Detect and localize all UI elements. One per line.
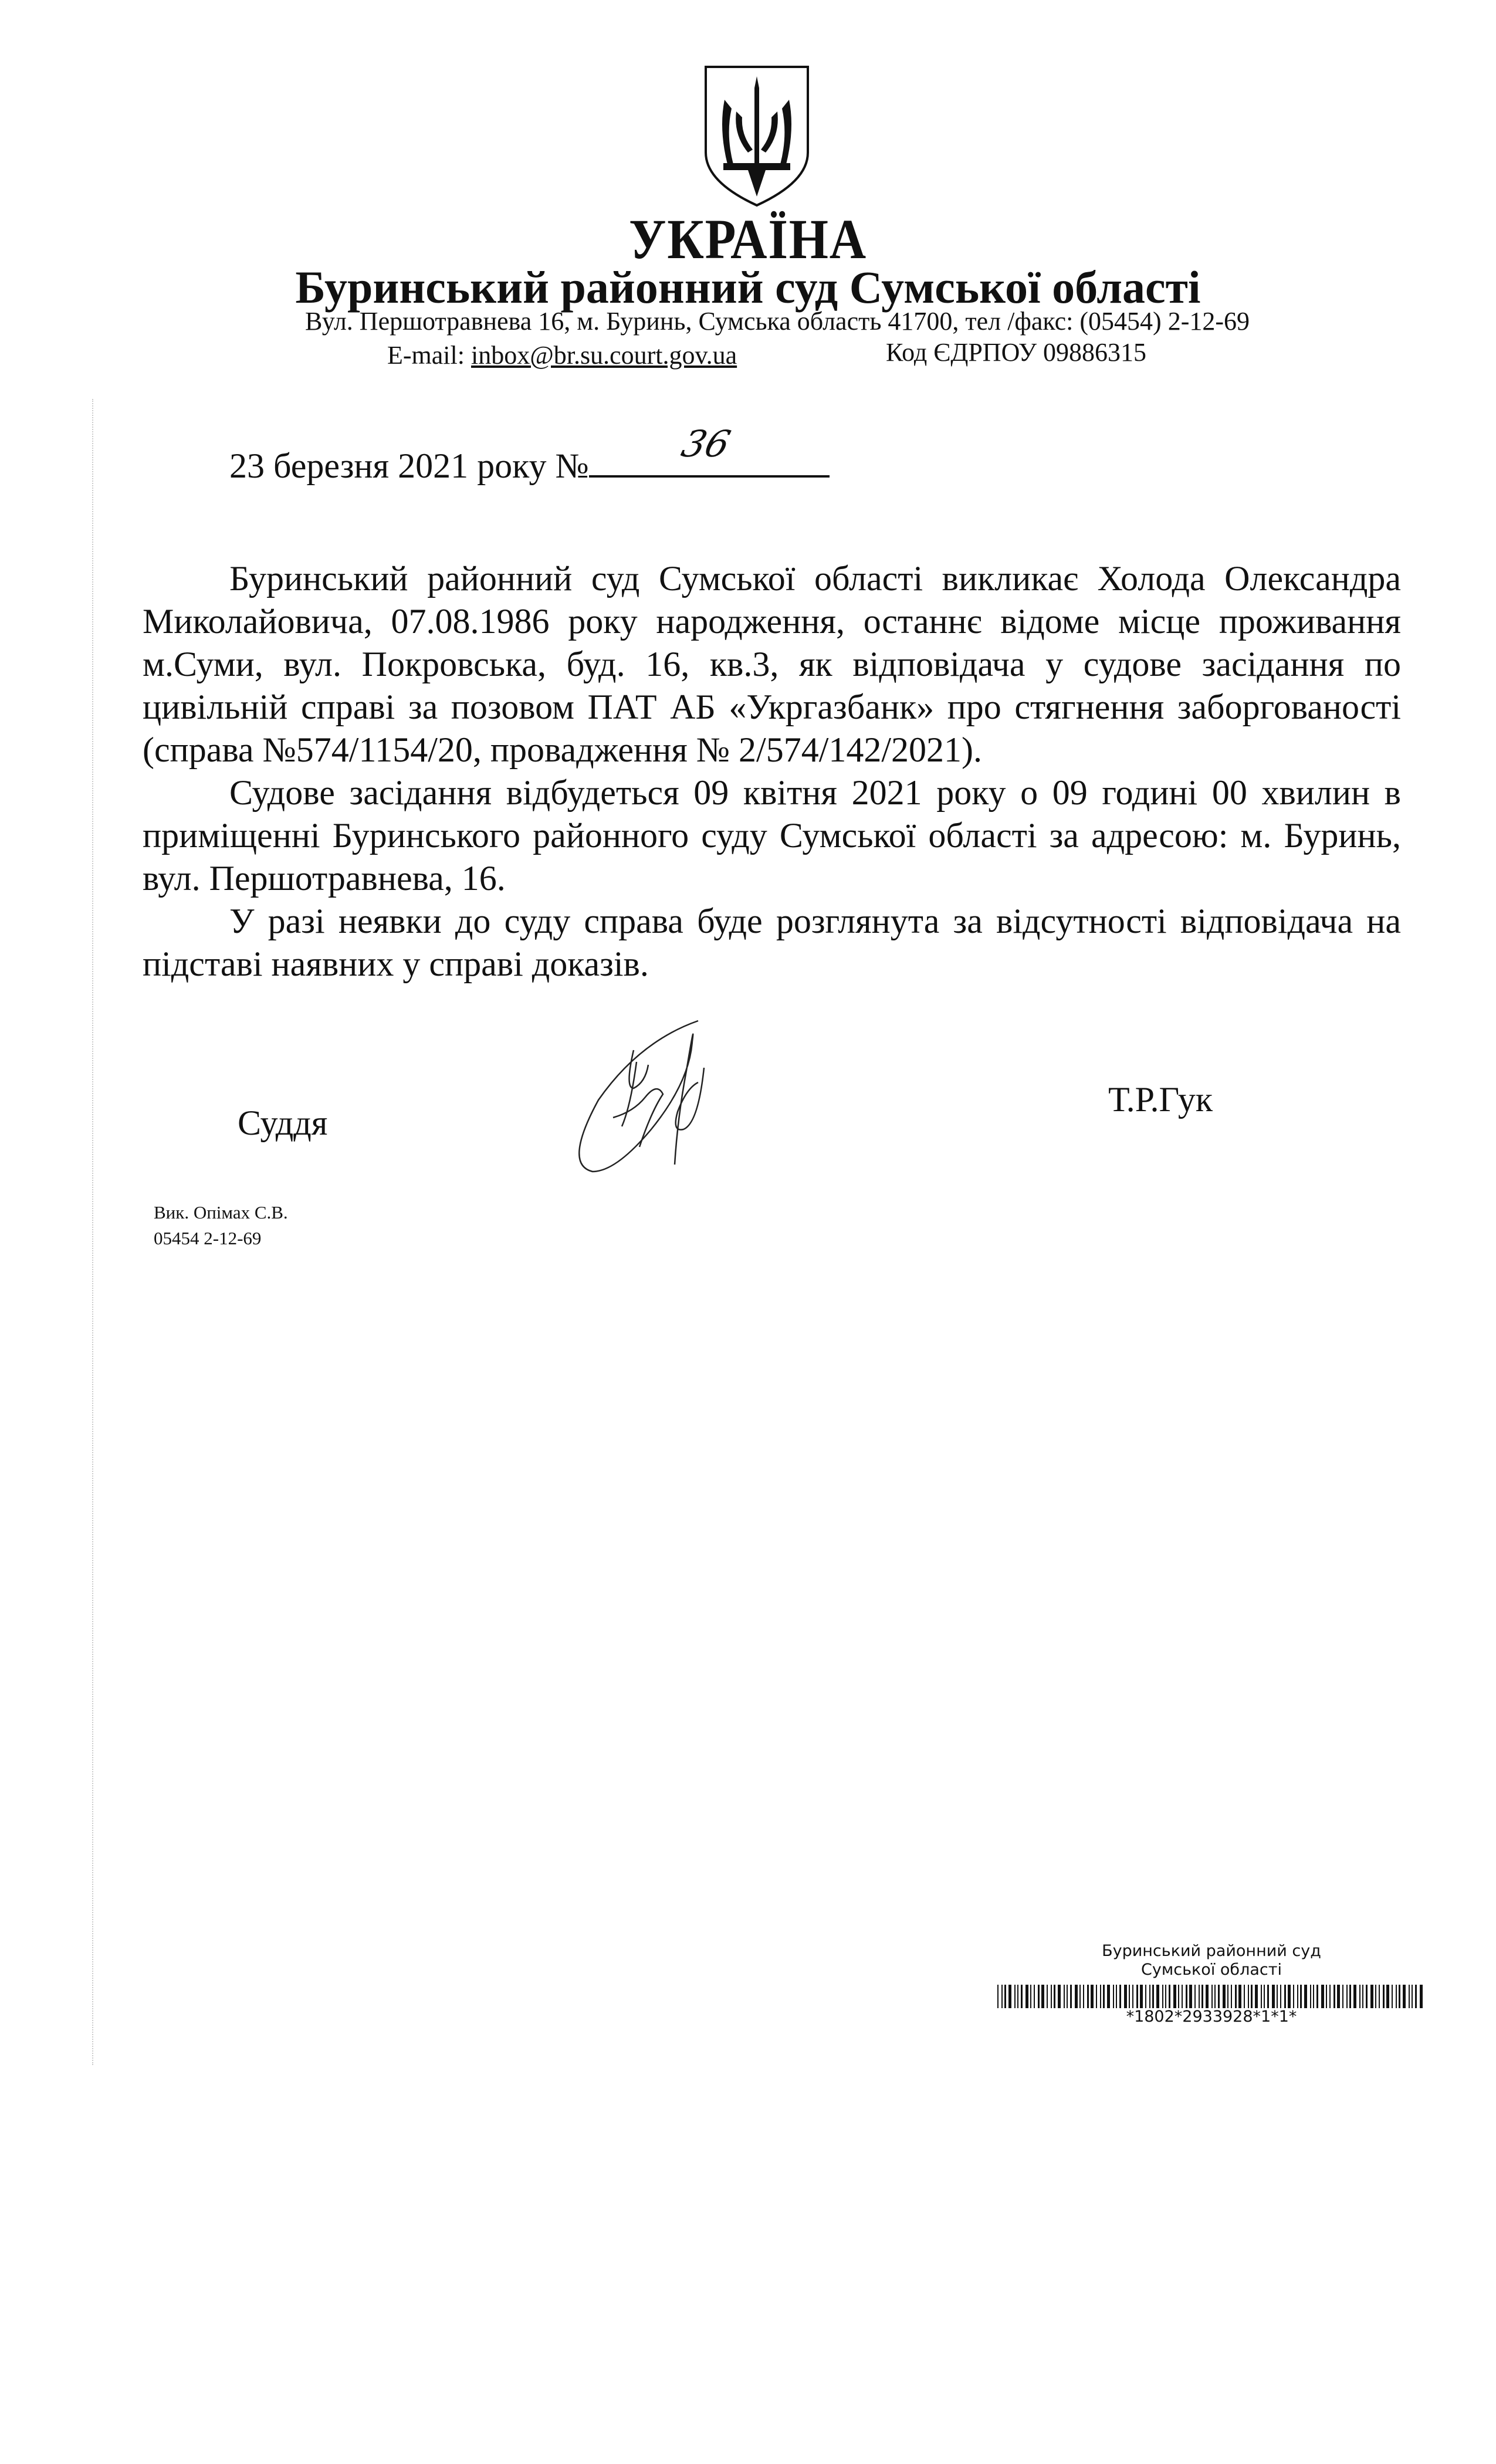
barcode-bar [1004, 1985, 1006, 2008]
executor-name: Вик. Опімах С.В. [154, 1202, 288, 1223]
barcode-bar [1182, 1985, 1183, 2008]
paragraph-line: вул. Першотравнева, 16. [143, 859, 506, 898]
barcode-bar [1075, 1985, 1078, 2008]
barcode-bar [1280, 1985, 1281, 2008]
barcode-bar [1017, 1985, 1018, 2008]
date-line [229, 422, 830, 486]
barcode-bar [1227, 1985, 1228, 2008]
barcode-bar [1383, 1985, 1385, 2008]
barcode-bar [1201, 1985, 1203, 2008]
coat-of-arms-icon [701, 65, 813, 208]
barcode-bar [1025, 1985, 1028, 2008]
barcode-bar [1251, 1985, 1253, 2008]
barcode-bar [1162, 1985, 1163, 2008]
barcode-bar [1156, 1985, 1159, 2008]
barcode-bar [1231, 1985, 1232, 2008]
barcode-bar [1064, 1985, 1065, 2008]
judge-name: Т.Р.Гук [1108, 1080, 1213, 1119]
barcode-bar [1304, 1985, 1307, 2008]
barcode-bar [1349, 1985, 1351, 2008]
barcode-bar [1038, 1985, 1040, 2008]
barcode-bar [1272, 1985, 1275, 2008]
barcode-bar [1329, 1985, 1331, 2008]
barcode-bar [1396, 1985, 1397, 2008]
barcode-bar [1326, 1985, 1327, 2008]
barcode-bar [1140, 1985, 1143, 2008]
barcode-label-line2: Сумської області [1141, 1961, 1282, 1979]
barcode-bar [1267, 1985, 1269, 2008]
email-label: E-mail: [387, 341, 465, 370]
barcode-bar [1051, 1985, 1052, 2008]
barcode-bar [1132, 1985, 1133, 2008]
barcode-bar [1248, 1985, 1249, 2008]
paragraph [143, 557, 1401, 771]
barcode-bar [1047, 1985, 1048, 2008]
barcode-bar [1149, 1985, 1150, 2008]
barcode-bar [1021, 1985, 1023, 2008]
barcode-bar [1206, 1985, 1209, 2008]
barcode-bar [1054, 1985, 1055, 2008]
barcode-bar [1310, 1985, 1311, 2008]
barcode-bar [1169, 1985, 1170, 2008]
barcode-bar [1070, 1985, 1072, 2008]
barcode-bar [1067, 1985, 1068, 2008]
document-date: 23 березня 2021 року № [229, 446, 589, 485]
paragraph-line: Судове засідання відбудеться 09 квітня 2021 року о 09 годині 00 хвилин в [229, 773, 1401, 812]
barcode-label-line1: Буринський районний суд [1102, 1942, 1321, 1960]
barcode-bar [1277, 1985, 1278, 2008]
barcode-bar [1420, 1985, 1423, 2008]
email-link[interactable]: inbox@br.su.court.gov.ua [471, 341, 737, 370]
paragraph-line: (справа №574/1154/20, провадження № 2/574/142/2021). [143, 730, 983, 769]
document-body [143, 557, 1401, 986]
barcode-bar [1152, 1985, 1154, 2008]
barcode-bar [1370, 1985, 1373, 2008]
paragraph-line: У разі неявки до суду справа буде розглянута за відсутності відповідача на [229, 902, 1401, 940]
barcode-bar [1379, 1985, 1380, 2008]
paragraph-line: приміщенні Буринського районного суду Сумської області за адресою: м. Буринь, [143, 816, 1401, 855]
barcode-bar [1362, 1985, 1363, 2008]
barcode-bar [1096, 1985, 1097, 2008]
barcode-bar [1194, 1985, 1196, 2008]
barcode-bar [1124, 1985, 1127, 2008]
barcode-bar [1087, 1985, 1089, 2008]
barcode-bar [1058, 1985, 1061, 2008]
barcode-bar [1261, 1985, 1262, 2008]
handwritten-number: 36 [676, 422, 735, 465]
barcode-bar [1300, 1985, 1302, 2008]
court-name: Буринський районний суд Сумської області [295, 262, 1201, 313]
barcode-bar [1238, 1985, 1241, 2008]
barcode-bar [1415, 1985, 1417, 2008]
barcode-bar [1119, 1985, 1121, 2008]
barcode-bar [1359, 1985, 1360, 2008]
barcode-bar [1321, 1985, 1324, 2008]
barcode-number: *1802*2933928*1*1* [1126, 2008, 1297, 2026]
barcode-bar [1316, 1985, 1318, 2008]
barcode-bar [1100, 1985, 1101, 2008]
barcode-bar [1375, 1985, 1376, 2008]
barcode-bar [1337, 1985, 1340, 2008]
barcode-bar [1145, 1985, 1146, 2008]
barcode-bar [1113, 1985, 1114, 2008]
barcode-bar [1255, 1985, 1258, 2008]
barcode-bar [1165, 1985, 1166, 2008]
barcode-bar [1218, 1985, 1220, 2008]
barcode-bar [1293, 1985, 1294, 2008]
barcode-bar [1366, 1985, 1368, 2008]
barcode-bar [1083, 1985, 1084, 2008]
barcode-bar [1297, 1985, 1298, 2008]
executor-info [154, 1200, 288, 1251]
barcode [997, 1985, 1426, 2008]
barcode-bar [1189, 1985, 1192, 2008]
barcode-bar [1313, 1985, 1314, 2008]
barcode-bar [1346, 1985, 1348, 2008]
barcode-bar [1333, 1985, 1335, 2008]
barcode-bar [1008, 1985, 1011, 2008]
barcode-bar [997, 1985, 999, 2008]
barcode-bar [1386, 1985, 1389, 2008]
country-title: УКРАЇНА [628, 208, 867, 270]
barcode-bar [1136, 1985, 1138, 2008]
barcode-label [1079, 1942, 1343, 1979]
barcode-bar [1107, 1985, 1110, 2008]
paragraph-line: Миколайовича, 07.08.1986 року народження, останнє відоме місце проживання [143, 602, 1401, 641]
barcode-bar [1223, 1985, 1226, 2008]
barcode-bar [1079, 1985, 1081, 2008]
paragraph [143, 900, 1401, 986]
barcode-bar [1412, 1985, 1413, 2008]
barcode-bar [1409, 1985, 1410, 2008]
barcode-bar [1403, 1985, 1406, 2008]
barcode-bar [1116, 1985, 1117, 2008]
barcode-bar [1211, 1985, 1213, 2008]
barcode-bar [1129, 1985, 1130, 2008]
barcode-bar [1103, 1985, 1105, 2008]
signature-image [551, 1018, 751, 1176]
barcode-bar [1399, 1985, 1400, 2008]
barcode-bar [1178, 1985, 1179, 2008]
judge-label: Суддя [238, 1104, 328, 1142]
barcode-bar [1284, 1985, 1286, 2008]
barcode-bar [1244, 1985, 1245, 2008]
barcode-bar [1235, 1985, 1237, 2008]
paragraph-line: цивільній справі за позовом ПАТ АБ «Укргазбанк» про стягнення заборгованості [143, 688, 1401, 726]
paragraph-line: Буринський районний суд Сумської області викликає Холода Олександра [229, 559, 1401, 598]
paragraph-line: підставі наявних у справі доказів. [143, 945, 649, 983]
barcode-bar [1091, 1985, 1094, 2008]
barcode-bar [1030, 1985, 1031, 2008]
barcode-bar [1214, 1985, 1216, 2008]
barcode-bar [1288, 1985, 1291, 2008]
paragraph-line: м.Суми, вул. Покровська, буд. 16, кв.3, як відповідача у судове засідання по [143, 645, 1401, 683]
barcode-bar [1186, 1985, 1187, 2008]
barcode-bar [1001, 1985, 1003, 2008]
edrpou-code: Код ЄДРПОУ 09886315 [886, 338, 1147, 367]
executor-phone: 05454 2-12-69 [154, 1228, 262, 1248]
barcode-bar [1353, 1985, 1356, 2008]
barcode-bar [1264, 1985, 1265, 2008]
barcode-bar [1041, 1985, 1044, 2008]
court-address: Вул. Першотравнева 16, м. Буринь, Сумська область 41700, тел /факс: (05454) 2-12-69 [305, 307, 1250, 336]
barcode-bar [1034, 1985, 1035, 2008]
scan-artifact-line [92, 399, 93, 2065]
email-line [387, 340, 737, 370]
barcode-bar [1199, 1985, 1200, 2008]
barcode-bar [1392, 1985, 1393, 2008]
barcode-bar [1342, 1985, 1343, 2008]
paragraph [143, 771, 1401, 900]
barcode-bar [1014, 1985, 1016, 2008]
registration-number-field [589, 422, 830, 478]
barcode-bar [1173, 1985, 1176, 2008]
